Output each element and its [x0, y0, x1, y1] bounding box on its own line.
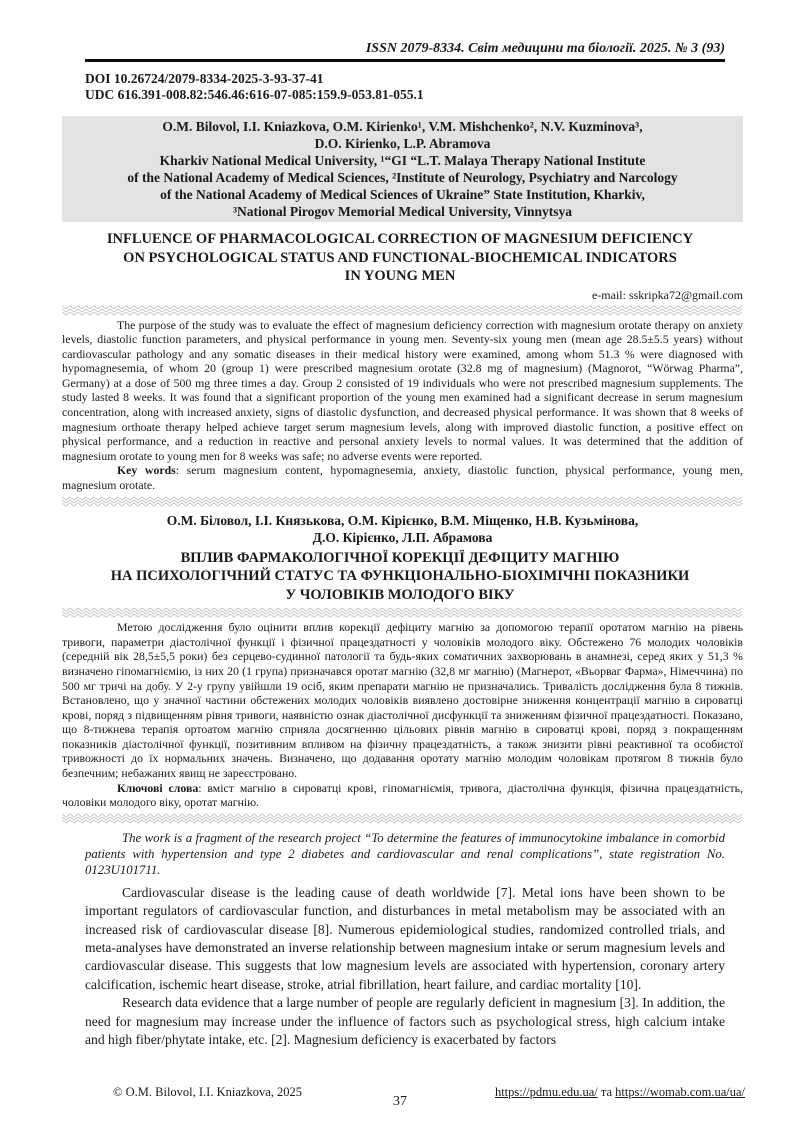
keywords-en-text: : serum magnesium content, hypomagnesemia, anxiety, diastolic function, physical performance, young men, magnesium orotate. [62, 463, 743, 493]
article-title-en [62, 230, 738, 286]
keywords-uk-text: : вміст магнію в сироватці крові, гіпомагніємія, тривога, діастолічна функція, фізична працездатність, чоловіки молодого віку, оротат магнію. [62, 780, 743, 810]
doi-line: DOI 10.26724/2079-8334-2025-3-93-37-41 [85, 71, 324, 86]
authors-en-line: O.M. Bilovol, I.I. Kniazkova, O.M. Kirienko¹, V.M. Mishchenko², N.V. Kuzminova³, [162, 119, 643, 134]
article-identifiers [85, 71, 725, 103]
footer-link-womab[interactable]: https://womab.com.ua/ua/ [615, 1085, 745, 1099]
abstract-uk-text: Метою дослідження було оцінити вплив корекції дефіциту магнію за допомогою терапії оротатом магнію на рівень тривоги, параметри діастолічної функції і фізичної працездатності у чоловіків молодого віку. Обстежено 76 молодих чоловіків (середній вік 28,5±5,5 роки) без серцево-судинної патології та будь-яких соматичних захворювань в анамнезі, серед яких у 51,3 % визначено гіпомагніємію, із них 20 (1 група) призначався оротат магнію (32,8 мг магнію) (Магнерот, «Вьорваг Фарма», Німеччина) по 500 мг тричі на добу. У 2-у групу увійшли 19 осіб, яким препарати магнію не призначались. Тривалість дослідження була 8 тижнів. Встановлено, що у значної частини обстежених молодих чоловіків виявлено достовірне зниження концентрації магнію в сироватці крові, поряд з підвищенням рівня тривоги, наявністю ознак діастолічної дисфункції та зниженням фізичної працездатності. Показано, що 8-тижнева терапія ортоатом магнію сприяла досягненню цільових рівнів магнію в сироватці крові, поряд з покращенням показників діастолічної функції, позитивним впливом на фізичну працездатність, а також знизити рівні реактивної та особистої тривожності до їх нормальних значень. Визначено, що додавання оротату магнію молодим чоловікам протягом 8 тижнів було безпечним; небажаних явищ не зареєстровано. [62, 620, 743, 781]
body-paragraph: Research data evidence that a large number of people are regularly deficient in magnesium [3]. In addition, the need for magnesium may increase under the influence of factors such as psychological stress, high calcium intake and high fiber/phytate intake, etc. [2]. Magnesium deficiency is exacerbated by factors [85, 995, 725, 1048]
zigzag-divider [62, 305, 743, 316]
journal-header [85, 40, 725, 57]
footer-link-pdmu[interactable]: https://pdmu.edu.ua/ [494, 1085, 598, 1099]
title-uk-line: НА ПСИХОЛОГІЧНИЙ СТАТУС ТА ФУНКЦІОНАЛЬНО-БІОХІМІЧНІ ПОКАЗНИКИ [110, 568, 690, 585]
affiliation-en-line: Kharkiv National Medical University, ¹“GI “L.T. Malaya Therapy National Institute [159, 153, 646, 168]
article-title-uk [62, 549, 738, 605]
authors-uk [62, 512, 743, 546]
body-paragraph: Cardiovascular disease is the leading cause of death worldwide [7]. Metal ions have been shown to be important regulators of cardiovascular function, and disturbances in metal metabolism may be associated with an increased risk of cardiovascular disease [8]. Numerous epidemiological studies, randomized controlled trials, and meta-analyses have demonstrated an inverse relationship between magnesium intake or serum magnesium levels and cardiovascular disease. This suggests that low magnesium levels are associated with hypertension, coronary artery calcification, ischemic heart disease, stroke, atrial fibrillation, heart failure, and cardiac mortality [10]. [85, 884, 725, 992]
research-project-note [85, 830, 725, 878]
journal-issn-line: ISSN 2079-8334. Світ медицини та біології. 2025. № 3 (93) [365, 41, 725, 56]
header-rule [85, 59, 725, 62]
contact-row [62, 288, 743, 302]
affiliation-en-line: ³National Pirogov Memorial Medical University, Vinnytsya [232, 204, 573, 219]
authors-en-line: D.O. Kirienko, L.P. Abramova [314, 136, 491, 151]
affiliation-en-line: of the National Academy of Medical Sciences of Ukraine” State Institution, Kharkiv, [160, 187, 645, 202]
title-uk-line: У ЧОЛОВІКІВ МОЛОДОГО ВІКУ [285, 586, 515, 603]
copyright-line: © O.M. Bilovol, I.I. Kniazkova, 2025 [113, 1085, 302, 1099]
udc-line: UDC 616.391-008.82:546.46:616-07-085:159.9-053.81-055.1 [85, 87, 424, 102]
title-uk-line: ВПЛИВ ФАРМАКОЛОГІЧНОЇ КОРЕКЦІЇ ДЕФІЦИТУ МАГНІЮ [180, 549, 620, 566]
research-project-note-text: The work is a fragment of the research project “To determine the features of immunocytokine imbalance in comorbid patients with hypertension and type 2 diabetes and cardiovascular and renal complications”, state registration No. 0123U101711. [85, 830, 725, 877]
footer-link-separator: та [600, 1085, 613, 1099]
authors-uk-line: Д.О. Кірієнко, Л.П. Абрамова [312, 529, 493, 545]
zigzag-divider [62, 607, 743, 618]
title-en-line: IN YOUNG MEN [344, 268, 456, 284]
zigzag-divider [62, 496, 743, 507]
article-body [85, 884, 725, 1050]
page-number: 37 [393, 1094, 407, 1109]
abstract-uk [62, 620, 743, 810]
title-en-line: ON PSYCHOLOGICAL STATUS AND FUNCTIONAL-BIOCHEMICAL INDICATORS [123, 249, 677, 266]
page-footer [0, 1085, 800, 1125]
affiliation-en-line: of the National Academy of Medical Sciences, ²Institute of Neurology, Psychiatry and Narcology [127, 170, 678, 185]
abstract-en [62, 318, 743, 493]
keywords-uk-label: Ключові слова [117, 780, 199, 795]
authors-uk-line: О.М. Біловол, І.І. Князькова, О.М. Кірієнко, В.М. Міщенко, Н.В. Кузьмінова, [166, 512, 639, 528]
zigzag-divider [62, 813, 743, 824]
abstract-en-text: The purpose of the study was to evaluate the effect of magnesium deficiency correction with magnesium orotate therapy on anxiety levels, diastolic function parameters, and physical performance in young men. Seventy-six young men (mean age 28.5±5.5 years) without cardiovascular pathology and any somatic diseases in their medical history were examined, among whom 51.3 % were diagnosed with hypomagnesemia, of whom 20 (group 1) were prescribed magnesium orotate (32.8 mg of magnesium) (Magnorot, “Wörwag Pharma”, Germany) at a dose of 500 mg three times a day. Group 2 consisted of 19 individuals who were not prescribed magnesium supplements. The study lasted 8 weeks. It was found that a significant proportion of the young men examined had a significant decrease in serum magnesium concentration, along with increased anxiety, signs of diastolic dysfunction, and decreased physical performance. It was shown that 8 weeks of magnesium orthoate therapy helped achieve target serum magnesium levels, along with improved diastolic function, a positive effect on physical performance, and a reduction in reactive and personal anxiety levels to normal values. It was determined that the addition of magnesium orotate to young men for 8 weeks was safe; no adverse events were reported. [62, 317, 743, 463]
keywords-en-label: Key words [117, 463, 176, 478]
keywords-uk [62, 781, 743, 810]
title-en-line: INFLUENCE OF PHARMACOLOGICAL CORRECTION OF MAGNESIUM DEFICIENCY [106, 231, 694, 247]
email-line: e-mail: sskripka72@gmail.com [591, 287, 743, 302]
authors-affiliations-en [62, 116, 743, 222]
keywords-en [62, 463, 743, 492]
footer-links [495, 1085, 745, 1100]
